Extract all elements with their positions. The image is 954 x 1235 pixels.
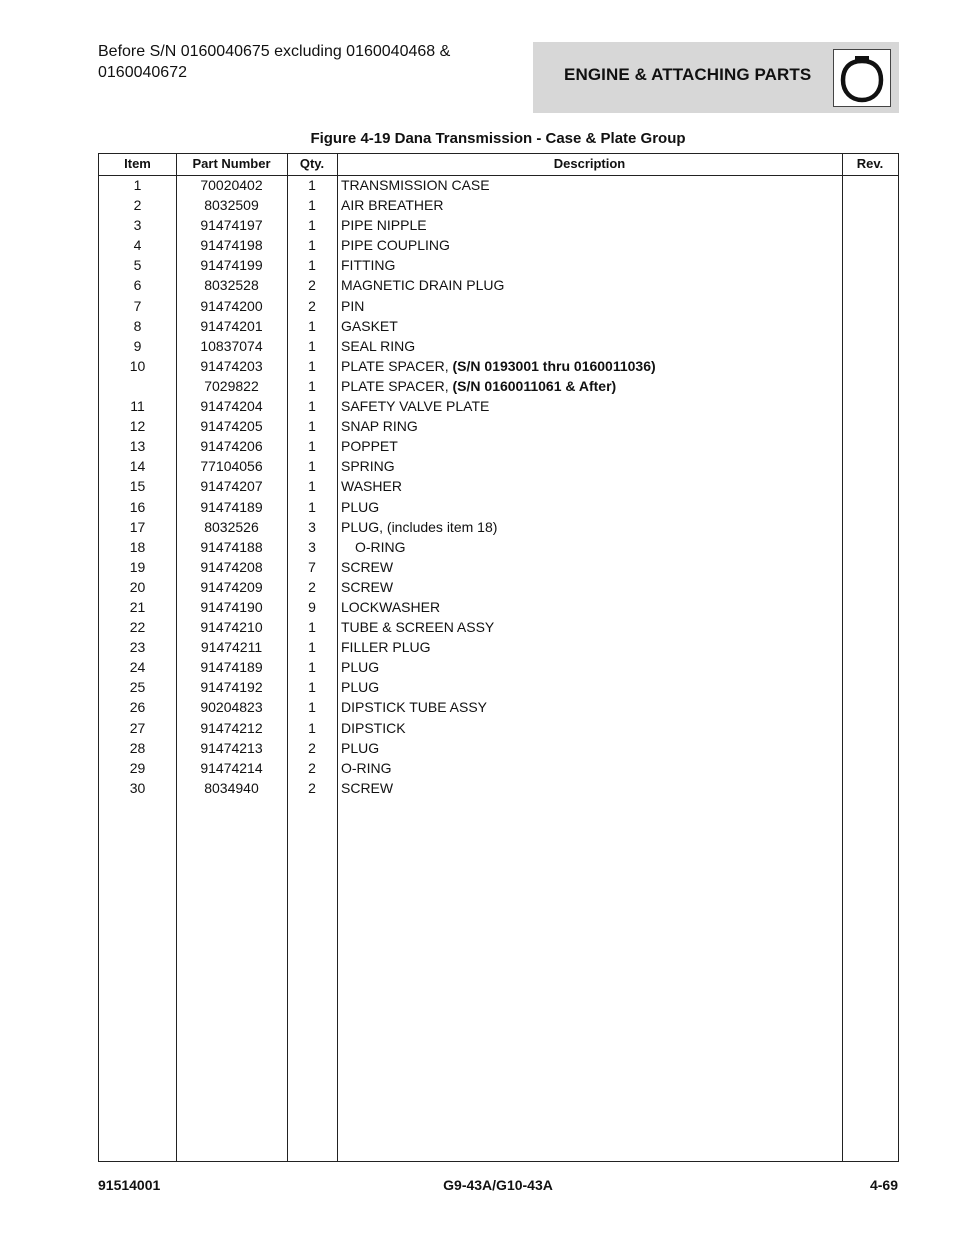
item-number: 28 xyxy=(129,739,146,756)
section-title: ENGINE & ATTACHING PARTS xyxy=(564,65,812,84)
item-number: 8 xyxy=(133,317,142,334)
table-row xyxy=(99,296,898,316)
item-number: 22 xyxy=(129,619,146,636)
quantity: 1 xyxy=(308,699,316,716)
table-row xyxy=(99,175,898,195)
part-number: 90204823 xyxy=(200,699,263,716)
part-number: 91474189 xyxy=(200,659,263,676)
part-number: 91474213 xyxy=(200,739,263,756)
item-number: 13 xyxy=(129,438,146,455)
description-text: DIPSTICK TUBE ASSY xyxy=(341,699,488,716)
description xyxy=(341,778,841,798)
table-row xyxy=(99,577,898,597)
table-row xyxy=(99,778,898,798)
table-row xyxy=(99,376,898,396)
description xyxy=(341,517,841,537)
table-row xyxy=(99,497,898,517)
description-text: PLUG xyxy=(341,498,380,515)
description-text: PLUG xyxy=(341,659,380,676)
quantity: 2 xyxy=(308,277,316,294)
engine-block-icon xyxy=(834,50,890,106)
item-number: 9 xyxy=(133,337,142,354)
column-header-item: Item xyxy=(124,156,151,171)
item-number: 21 xyxy=(129,598,146,615)
description-text: PIPE COUPLING xyxy=(341,237,450,254)
description-text: TUBE & SCREEN ASSY xyxy=(341,619,495,636)
column-header-part-number: Part Number xyxy=(192,156,271,171)
quantity: 1 xyxy=(308,317,316,334)
description xyxy=(341,456,841,476)
description-text: GASKET xyxy=(341,317,398,334)
table-body xyxy=(99,175,898,798)
table-row xyxy=(99,255,898,275)
table-row xyxy=(99,597,898,617)
description xyxy=(341,597,841,617)
table-row xyxy=(99,356,898,376)
description-text: AIR BREATHER xyxy=(341,197,444,214)
quantity: 9 xyxy=(308,598,316,615)
table-row xyxy=(99,235,898,255)
table-row xyxy=(99,637,898,657)
table-row xyxy=(99,316,898,336)
item-number: 23 xyxy=(129,639,146,656)
part-number: 7029822 xyxy=(204,377,259,394)
serial-number-note xyxy=(98,41,518,83)
description-text: O-RING xyxy=(341,759,392,776)
item-number: 4 xyxy=(133,237,142,254)
table-row xyxy=(99,436,898,456)
part-number: 91474197 xyxy=(200,217,263,234)
description xyxy=(341,255,841,275)
quantity: 1 xyxy=(308,478,316,495)
part-number: 91474190 xyxy=(200,598,263,615)
description-text: SCREW xyxy=(341,779,394,796)
table-row xyxy=(99,476,898,496)
quantity: 2 xyxy=(308,779,316,796)
part-number: 91474208 xyxy=(200,558,263,575)
part-number: 91474205 xyxy=(200,418,263,435)
description xyxy=(341,416,841,436)
figure-title: Figure 4-19 Dana Transmission - Case & Plate Group xyxy=(310,130,686,147)
quantity: 2 xyxy=(308,578,316,595)
item-number: 16 xyxy=(129,498,146,515)
description xyxy=(341,356,841,376)
page-number: 4-69 xyxy=(869,1177,898,1193)
description-text: FITTING xyxy=(341,257,396,274)
table-row xyxy=(99,718,898,738)
description-text: LOCKWASHER xyxy=(341,598,441,615)
table-row xyxy=(99,336,898,356)
description-text: TRANSMISSION CASE xyxy=(341,177,490,193)
part-number: 8034940 xyxy=(204,779,259,796)
item-number: 18 xyxy=(129,538,146,555)
parts-table xyxy=(98,153,899,1162)
document-number: 91514001 xyxy=(98,1177,161,1193)
description xyxy=(341,436,841,456)
quantity: 7 xyxy=(308,558,316,575)
item-number: 1 xyxy=(133,177,142,193)
part-number: 10837074 xyxy=(200,337,263,354)
table-row xyxy=(99,195,898,215)
table-row xyxy=(99,517,898,537)
part-number: 91474188 xyxy=(200,538,263,555)
description-text: WASHER xyxy=(341,478,402,495)
table-row xyxy=(99,617,898,637)
description xyxy=(341,677,841,697)
table-row xyxy=(99,215,898,235)
table-row xyxy=(99,416,898,436)
part-number: 91474203 xyxy=(200,357,263,374)
part-number: 91474209 xyxy=(200,578,263,595)
item-number: 25 xyxy=(129,679,146,696)
description-text: PLUG, (includes item 18) xyxy=(341,518,498,535)
part-number: 8032528 xyxy=(204,277,259,294)
quantity: 1 xyxy=(308,197,316,214)
description-text: SPRING xyxy=(341,458,395,475)
item-number: 10 xyxy=(129,357,146,374)
serial-note-line-2: 0160040672 xyxy=(98,64,187,81)
table-row xyxy=(99,697,898,717)
quantity: 1 xyxy=(308,498,316,515)
quantity: 1 xyxy=(308,438,316,455)
description xyxy=(341,758,841,778)
description-text: PLATE SPACER, xyxy=(341,357,453,374)
description-text: PLATE SPACER, xyxy=(341,377,453,394)
description-text: PLUG xyxy=(341,679,380,696)
part-number: 77104056 xyxy=(200,458,263,475)
table-row xyxy=(99,738,898,758)
quantity: 1 xyxy=(308,177,316,193)
part-number: 8032526 xyxy=(204,518,259,535)
part-number: 91474206 xyxy=(200,438,263,455)
item-number: 14 xyxy=(129,458,146,475)
item-number: 20 xyxy=(129,578,146,595)
description xyxy=(341,476,841,496)
description xyxy=(341,275,841,295)
description-text: MAGNETIC DRAIN PLUG xyxy=(341,277,505,294)
description xyxy=(341,718,841,738)
quantity: 1 xyxy=(308,237,316,254)
table-row xyxy=(99,657,898,677)
description-text: POPPET xyxy=(341,438,398,455)
quantity: 3 xyxy=(308,518,316,535)
part-number: 91474214 xyxy=(200,759,263,776)
description xyxy=(341,215,841,235)
item-number: 15 xyxy=(129,478,146,495)
quantity: 1 xyxy=(308,719,316,736)
description xyxy=(341,376,841,396)
part-number: 91474199 xyxy=(200,257,263,274)
serial-note-line-1: Before S/N 0160040675 excluding 0160040468 & xyxy=(98,43,451,60)
item-number xyxy=(99,376,176,396)
column-header-qty: Qty. xyxy=(299,156,325,171)
description-text: PLUG xyxy=(341,739,380,756)
quantity: 1 xyxy=(308,679,316,696)
item-number: 12 xyxy=(129,418,146,435)
description-text: FILLER PLUG xyxy=(341,639,431,656)
description xyxy=(341,557,841,577)
section-header xyxy=(533,42,899,113)
table-row xyxy=(99,456,898,476)
quantity: 1 xyxy=(308,458,316,475)
part-number: 91474207 xyxy=(200,478,263,495)
item-number: 27 xyxy=(129,719,146,736)
part-number: 91474210 xyxy=(200,619,263,636)
part-number: 91474189 xyxy=(200,498,263,515)
part-number: 91474211 xyxy=(200,639,263,656)
description xyxy=(341,637,841,657)
model-number: G9-43A/G10-43A xyxy=(443,1177,553,1193)
quantity: 3 xyxy=(308,538,316,555)
item-number: 24 xyxy=(129,659,146,676)
item-number: 26 xyxy=(129,699,146,716)
part-number: 8032509 xyxy=(204,197,259,214)
description-text: SCREW xyxy=(341,558,394,575)
description xyxy=(341,195,841,215)
quantity: 1 xyxy=(308,217,316,234)
description xyxy=(341,617,841,637)
quantity: 1 xyxy=(308,639,316,656)
part-number: 91474201 xyxy=(200,317,263,334)
column-header-description: Description xyxy=(553,156,626,171)
serial-range-note: (S/N 0160011061 & After) xyxy=(452,377,617,394)
description-text: O-RING xyxy=(355,538,406,555)
item-number: 29 xyxy=(129,759,146,776)
item-number: 7 xyxy=(133,297,142,314)
part-number: 91474212 xyxy=(200,719,263,736)
description xyxy=(341,336,841,356)
description-text: PIN xyxy=(341,297,365,314)
quantity: 1 xyxy=(308,418,316,435)
part-number: 91474198 xyxy=(200,237,263,254)
quantity: 1 xyxy=(308,357,316,374)
engine-icon-frame xyxy=(833,49,891,107)
description xyxy=(341,175,841,195)
table-row xyxy=(99,537,898,557)
quantity: 1 xyxy=(308,377,316,394)
description xyxy=(355,537,855,557)
description-text: DIPSTICK xyxy=(341,719,406,736)
description xyxy=(341,396,841,416)
column-header-rev: Rev. xyxy=(856,156,884,171)
item-number: 30 xyxy=(129,779,146,796)
description-text: PIPE NIPPLE xyxy=(341,217,427,234)
quantity: 1 xyxy=(308,398,316,415)
description-text: SEAL RING xyxy=(341,337,416,354)
item-number: 17 xyxy=(129,518,146,535)
item-number: 3 xyxy=(133,217,142,234)
description-text: SNAP RING xyxy=(341,418,418,435)
description xyxy=(341,296,841,316)
description xyxy=(341,235,841,255)
description-text: SCREW xyxy=(341,578,394,595)
item-number: 19 xyxy=(129,558,146,575)
description xyxy=(341,657,841,677)
quantity: 1 xyxy=(308,337,316,354)
description xyxy=(341,316,841,336)
part-number: 91474204 xyxy=(200,398,263,415)
quantity: 1 xyxy=(308,257,316,274)
quantity: 1 xyxy=(308,619,316,636)
part-number: 91474192 xyxy=(200,679,263,696)
table-row xyxy=(99,396,898,416)
part-number: 70020402 xyxy=(200,177,263,193)
quantity: 2 xyxy=(308,759,316,776)
description xyxy=(341,577,841,597)
quantity: 1 xyxy=(308,659,316,676)
table-row xyxy=(99,557,898,577)
item-number: 2 xyxy=(133,197,142,214)
serial-range-note: (S/N 0193001 thru 0160011036) xyxy=(452,357,656,374)
table-row xyxy=(99,677,898,697)
table-row xyxy=(99,275,898,295)
item-number: 5 xyxy=(133,257,142,274)
description xyxy=(341,497,841,517)
table-row xyxy=(99,758,898,778)
description xyxy=(341,738,841,758)
description xyxy=(341,697,841,717)
description-text: SAFETY VALVE PLATE xyxy=(341,398,490,415)
quantity: 2 xyxy=(308,297,316,314)
quantity: 2 xyxy=(308,739,316,756)
part-number: 91474200 xyxy=(200,297,263,314)
item-number: 6 xyxy=(133,277,142,294)
item-number: 11 xyxy=(130,398,145,415)
